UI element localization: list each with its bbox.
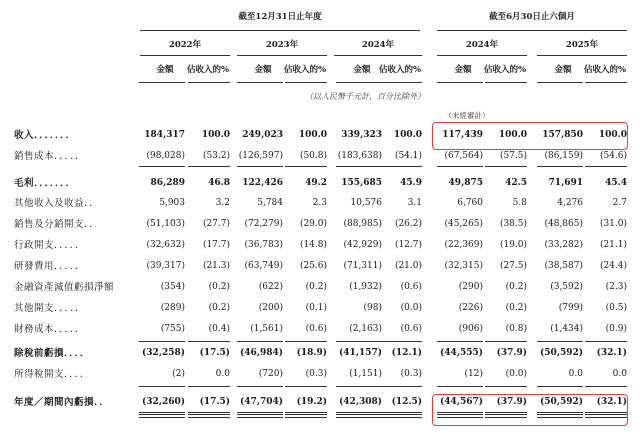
cell-amount: (45,265) (444, 219, 483, 229)
cell-amount: 122,426 (242, 178, 283, 188)
col-header-rule (285, 82, 327, 83)
cell-amount: (12) (464, 369, 483, 379)
year-header-2023: 2023年 (265, 40, 299, 50)
subtotal-rule (537, 386, 583, 387)
cell-pct: 49.2 (305, 178, 327, 188)
cell-amount: (1,932) (349, 282, 382, 292)
subtotal-rule (285, 166, 327, 167)
year-rule-2023 (237, 55, 327, 56)
cell-amount: 6,760 (457, 198, 483, 208)
group-header-full-year: 截至12月31日止年度 (238, 12, 322, 22)
col-header-amount: 金額 (254, 65, 272, 75)
col-header-pct: 佔收入的% (483, 65, 527, 75)
cell-amount: (50,592) (540, 348, 583, 358)
cell-pct: (57.5) (499, 151, 527, 161)
col-header-pct: 佔收入的% (283, 65, 327, 75)
cell-amount: 155,685 (341, 178, 382, 188)
row-label: 其他收入及收益．． (14, 198, 100, 209)
cell-pct: (53.2) (202, 151, 230, 161)
cell-pct: (0.8) (505, 324, 527, 334)
row-label: 毛利．．．．．．． (14, 178, 76, 189)
subtotal-rule (336, 386, 382, 387)
subtotal-rule (485, 386, 527, 387)
row-label: 除稅前虧損．．．． (14, 348, 90, 359)
cell-amount: (39,317) (146, 261, 185, 271)
cell-amount: (38,587) (544, 261, 583, 271)
subtotal-rule (585, 341, 627, 342)
total-double-rule (585, 412, 627, 415)
cell-pct: (17.7) (202, 240, 230, 250)
subtotal-rule (336, 417, 382, 418)
cell-pct: 46.8 (208, 178, 230, 188)
year-rule-2024 (334, 55, 422, 56)
year-header-2025-h1: 2025年 (565, 40, 599, 50)
col-header-amount: 金額 (353, 65, 371, 75)
subtotal-rule (585, 417, 627, 418)
cell-pct: (32.1) (596, 397, 627, 407)
cell-pct: 100.0 (498, 130, 527, 140)
cell-pct: 100.0 (598, 130, 627, 140)
cell-amount: (88,985) (343, 219, 382, 229)
cell-amount: 10,576 (350, 198, 382, 208)
subtotal-rule (336, 166, 382, 167)
cell-pct: 100.0 (201, 130, 230, 140)
unaudited-note: （未經審計） (444, 111, 490, 120)
cell-pct: (21.0) (394, 261, 422, 271)
cell-amount: (98,028) (146, 151, 185, 161)
cell-pct: 0.0 (612, 369, 627, 379)
cell-pct: (0.2) (208, 303, 230, 313)
cell-amount: (48,865) (544, 219, 583, 229)
subtotal-rule (139, 386, 185, 387)
col-header-amount: 金額 (554, 65, 572, 75)
cell-amount: (51,103) (146, 219, 185, 229)
subtotal-rule (380, 341, 422, 342)
year-header-2024: 2024年 (361, 40, 395, 50)
subtotal-rule (188, 341, 230, 342)
subtotal-rule (380, 417, 422, 418)
cell-pct: (29.0) (299, 219, 327, 229)
total-double-rule (188, 412, 230, 415)
subtotal-rule (237, 386, 283, 387)
total-double-rule (139, 412, 185, 415)
cell-pct: (27.7) (202, 219, 230, 229)
cell-pct: 2.7 (612, 198, 627, 208)
cell-pct: (12.7) (394, 240, 422, 250)
cell-pct: (0.3) (400, 369, 422, 379)
cell-amount: (755) (160, 324, 185, 334)
cell-pct: (26.2) (394, 219, 422, 229)
cell-amount: (1,434) (550, 324, 583, 334)
col-header-amount: 金額 (454, 65, 472, 75)
col-header-amount: 金額 (156, 65, 174, 75)
cell-pct: (0.2) (305, 282, 327, 292)
cell-amount: (200) (258, 303, 283, 313)
subtotal-rule (380, 386, 422, 387)
cell-pct: (0.6) (305, 324, 327, 334)
col-header-rule (585, 82, 627, 83)
cell-amount: (47,704) (240, 397, 283, 407)
cell-pct: (0.6) (400, 282, 422, 292)
col-header-rule (537, 82, 583, 83)
total-double-rule (380, 412, 422, 415)
cell-pct: (37.9) (496, 397, 527, 407)
cell-pct: (17.5) (199, 348, 230, 358)
row-label: 其他開支．．．．． (14, 303, 86, 314)
subtotal-rule (285, 386, 327, 387)
cell-amount: (3,592) (550, 282, 583, 292)
subtotal-rule (585, 386, 627, 387)
cell-pct: (0.9) (605, 324, 627, 334)
subtotal-rule (537, 341, 583, 342)
subtotal-rule (237, 166, 283, 167)
total-double-rule (285, 412, 327, 415)
subtotal-rule (285, 417, 327, 418)
subtotal-rule (485, 417, 527, 418)
cell-pct: 2.3 (312, 198, 327, 208)
cell-pct: (0.3) (305, 369, 327, 379)
total-double-rule (437, 412, 483, 415)
row-label: 財務成本．．．．． (14, 324, 86, 335)
year-rule-2024-h1 (437, 55, 527, 56)
cell-pct: 100.0 (393, 130, 422, 140)
subtotal-rule (585, 166, 627, 167)
cell-pct: (19.0) (499, 240, 527, 250)
cell-amount: (622) (258, 282, 283, 292)
cell-pct: 100.0 (298, 130, 327, 140)
cell-amount: (799) (558, 303, 583, 313)
row-label: 年度／期間內虧損．． (14, 397, 110, 408)
total-double-rule (537, 412, 583, 415)
cell-amount: (42,929) (343, 240, 382, 250)
cell-amount: (289) (160, 303, 185, 313)
row-label: 所得稅開支．．．． (14, 369, 90, 380)
cell-amount: 49,875 (448, 178, 483, 188)
total-double-rule (485, 412, 527, 415)
cell-pct: 45.4 (605, 178, 627, 188)
cell-pct: (0.5) (605, 303, 627, 313)
group-rule-six-month (437, 30, 627, 31)
cell-amount: (2) (172, 369, 185, 379)
cell-amount: (1,151) (349, 369, 382, 379)
total-double-rule (237, 412, 283, 415)
subtotal-rule (485, 166, 527, 167)
cell-pct: (50.8) (299, 151, 327, 161)
subtotal-rule (380, 166, 422, 167)
cell-amount: 5,903 (159, 198, 185, 208)
cell-pct: 45.9 (400, 178, 422, 188)
cell-pct: (37.9) (496, 348, 527, 358)
cell-amount: (906) (458, 324, 483, 334)
group-header-six-month: 截至6月30日止六個月 (489, 12, 575, 22)
cell-pct: (0.4) (208, 324, 230, 334)
cell-pct: 3.1 (407, 198, 422, 208)
cell-pct: (21.3) (202, 261, 230, 271)
year-header-2024-h1: 2024年 (465, 40, 499, 50)
subtotal-rule (139, 341, 185, 342)
cell-pct: (17.5) (199, 397, 230, 407)
subtotal-rule (188, 417, 230, 418)
cell-amount: (42,308) (339, 397, 382, 407)
col-header-rule (437, 82, 483, 83)
col-header-pct: 佔收入的% (583, 65, 627, 75)
subtotal-rule (188, 166, 230, 167)
cell-amount: 184,317 (144, 130, 185, 140)
year-header-2022: 2022年 (168, 40, 202, 50)
cell-amount: (354) (160, 282, 185, 292)
year-rule-2025-h1 (537, 55, 627, 56)
subtotal-rule (537, 417, 583, 418)
cell-amount: (720) (258, 369, 283, 379)
cell-pct: (12.5) (391, 397, 422, 407)
cell-amount: 0.0 (568, 369, 583, 379)
cell-amount: (36,783) (244, 240, 283, 250)
cell-pct: (14.8) (299, 240, 327, 250)
cell-amount: 157,850 (542, 130, 583, 140)
cell-amount: 5,784 (257, 198, 283, 208)
cell-amount: 4,276 (557, 198, 583, 208)
cell-amount: 117,439 (442, 130, 483, 140)
cell-amount: (41,157) (339, 348, 382, 358)
subtotal-rule (485, 341, 527, 342)
cell-pct: (0.0) (400, 303, 422, 313)
row-label: 銷售及分銷開支．． (14, 219, 100, 230)
subtotal-rule (237, 341, 283, 342)
cell-amount: (226) (458, 303, 483, 313)
subtotal-rule (437, 341, 483, 342)
subtotal-rule (139, 417, 185, 418)
col-header-rule (139, 82, 185, 83)
cell-pct: (38.5) (499, 219, 527, 229)
subtotal-rule (285, 341, 327, 342)
cell-amount: (44,555) (440, 348, 483, 358)
subtotal-rule (237, 417, 283, 418)
row-label: 收入．．．．．．． (14, 130, 76, 141)
cell-pct: (2.3) (605, 282, 627, 292)
cell-pct: (21.1) (599, 240, 627, 250)
cell-pct: (27.5) (499, 261, 527, 271)
cell-amount: (98) (363, 303, 382, 313)
cell-pct: (0.2) (505, 303, 527, 313)
cell-amount: (72,279) (244, 219, 283, 229)
total-double-rule (336, 412, 382, 415)
cell-amount: 249,023 (242, 130, 283, 140)
cell-amount: (50,592) (540, 397, 583, 407)
row-label: 金融資產減值虧損淨額 (14, 282, 115, 293)
cell-pct: (0.0) (505, 369, 527, 379)
subtotal-rule (437, 166, 483, 167)
cell-amount: 86,289 (150, 178, 185, 188)
subtotal-rule (437, 386, 483, 387)
cell-pct: 5.8 (512, 198, 527, 208)
cell-amount: 339,323 (341, 130, 382, 140)
cell-amount: (183,638) (337, 151, 382, 161)
row-label: 銷售成本．．．．． (14, 151, 86, 162)
row-label: 研發費用．．．．． (14, 261, 86, 272)
cell-amount: (32,258) (142, 348, 185, 358)
cell-pct: 3.2 (215, 198, 230, 208)
subtotal-rule (336, 341, 382, 342)
cell-pct: 0.0 (215, 369, 230, 379)
col-header-pct: 佔收入的% (378, 65, 422, 75)
cell-amount: (2,163) (349, 324, 382, 334)
cell-pct: (0.2) (505, 282, 527, 292)
cell-amount: (71,311) (343, 261, 382, 271)
cell-pct: (54.1) (394, 151, 422, 161)
unit-note: （以人民幣千元計，百分比除外） (305, 92, 425, 101)
cell-pct: (31.0) (599, 219, 627, 229)
col-header-pct: 佔收入的% (186, 65, 230, 75)
cell-amount: (290) (458, 282, 483, 292)
cell-pct: (0.6) (400, 324, 422, 334)
cell-pct: (24.4) (599, 261, 627, 271)
cell-amount: (33,282) (544, 240, 583, 250)
cell-pct: (12.1) (391, 348, 422, 358)
group-rule-full-year (140, 30, 420, 31)
cell-pct: (0.2) (208, 282, 230, 292)
cell-amount: (46,984) (240, 348, 283, 358)
cell-amount: (67,564) (444, 151, 483, 161)
cell-amount: (63,749) (244, 261, 283, 271)
cell-amount: 71,691 (548, 178, 583, 188)
subtotal-rule (537, 166, 583, 167)
cell-pct: 42.5 (505, 178, 527, 188)
cell-pct: (54.6) (599, 151, 627, 161)
col-header-rule (336, 82, 382, 83)
cell-pct: (19.2) (296, 397, 327, 407)
cell-pct: (0.1) (305, 303, 327, 313)
col-header-rule (237, 82, 283, 83)
subtotal-rule (188, 386, 230, 387)
col-header-rule (380, 82, 422, 83)
subtotal-rule (437, 417, 483, 418)
cell-pct: (32.1) (596, 348, 627, 358)
cell-pct: (18.9) (296, 348, 327, 358)
cell-amount: (22,369) (444, 240, 483, 250)
row-label: 行政開支．．．．． (14, 240, 86, 251)
cell-amount: (44,567) (440, 397, 483, 407)
cell-amount: (86,159) (544, 151, 583, 161)
col-header-rule (188, 82, 230, 83)
cell-amount: (1,561) (250, 324, 283, 334)
cell-amount: (32,632) (146, 240, 185, 250)
cell-amount: (32,315) (444, 261, 483, 271)
subtotal-rule (139, 166, 185, 167)
cell-pct: (25.6) (299, 261, 327, 271)
cell-amount: (126,597) (238, 151, 283, 161)
year-rule-2022 (140, 55, 230, 56)
cell-amount: (32,260) (142, 397, 185, 407)
col-header-rule (485, 82, 527, 83)
